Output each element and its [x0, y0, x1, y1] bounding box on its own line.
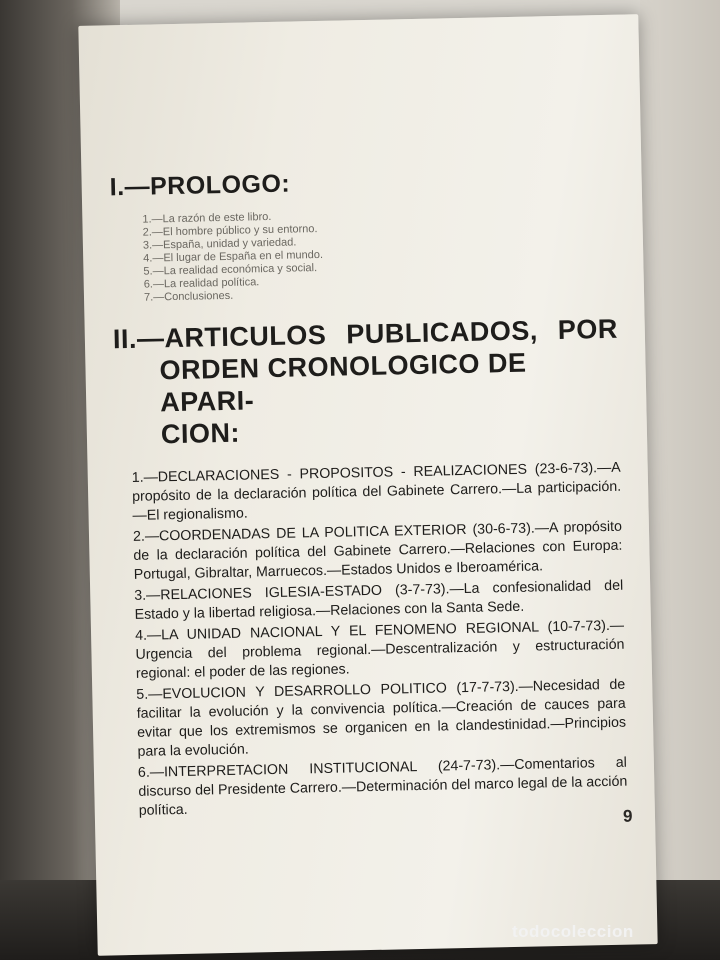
prologo-item: 2.—El hombre público y su entorno.	[142, 223, 318, 239]
watermark-logo: todocoleccion	[512, 922, 634, 941]
title-word: POR	[557, 313, 619, 345]
article-item: 6.—INTERPRETACION INSTITUCIONAL (24-7-73).—Comentarios al discurso del Presidente Carrero.—Determinación del marco legal de la acción política.	[137, 754, 628, 819]
prologo-list	[142, 204, 617, 305]
title-line-2: ORDEN CRONOLOGICO DE APARI-	[159, 347, 527, 418]
prologo-item: 1.—La razón de este libro.	[142, 210, 272, 226]
page-number: 9	[622, 806, 633, 826]
title-line-3: CION:	[160, 417, 241, 450]
article-item: 5.—EVOLUCION Y DESARROLLO POLITICO (17-7-73).—Necesidad de facilitar la evolución y la convivencia política.—Creación de cauces para evitar que los extremismos se organicen en la clandestinidad.—Principios para la evolución.	[136, 676, 627, 760]
page-content	[109, 163, 628, 823]
prologo-item: 5.—La realidad económica y social.	[143, 262, 318, 278]
prologo-item: 4.—El lugar de España en el mundo.	[143, 248, 324, 265]
section-articulos-title	[113, 313, 621, 452]
article-item: 2.—COORDENADAS DE LA POLITICA EXTERIOR (30-6-73).—A propósito de la declaración política del Gabinete Carrero.—Relaciones con Europa: Portugal, Gibraltar, Marruecos.—Estados Unidos e Iberoamérica.	[132, 518, 623, 583]
prologo-item: 6.—La realidad política.	[143, 276, 260, 291]
title-word: II.—ARTICULOS	[112, 319, 327, 355]
prologo-item: 7.—Conclusiones.	[143, 289, 234, 304]
book-page	[78, 14, 657, 956]
section-prologo-title: I.—PROLOGO:	[109, 169, 291, 202]
title-word: PUBLICADOS,	[346, 315, 539, 350]
prologo-item: 3.—España, unidad y variedad.	[142, 236, 297, 252]
article-item: 4.—LA UNIDAD NACIONAL Y EL FENOMENO REGIONAL (10-7-73).—Urgencia del problema regional.—Descentralización y estructuración regional: el poder de las regiones.	[134, 617, 625, 682]
article-item: 1.—DECLARACIONES - PROPOSITOS - REALIZACIONES (23-6-73).—A propósito de la declaración política del Gabinete Carrero.—La participación.—El regionalismo.	[131, 459, 622, 524]
article-item: 3.—RELACIONES IGLESIA-ESTADO (3-7-73).—La confesionalidad del Estado y la libertad religiosa.—Relaciones con la Santa Sede.	[134, 577, 624, 623]
articles-list	[116, 459, 628, 821]
